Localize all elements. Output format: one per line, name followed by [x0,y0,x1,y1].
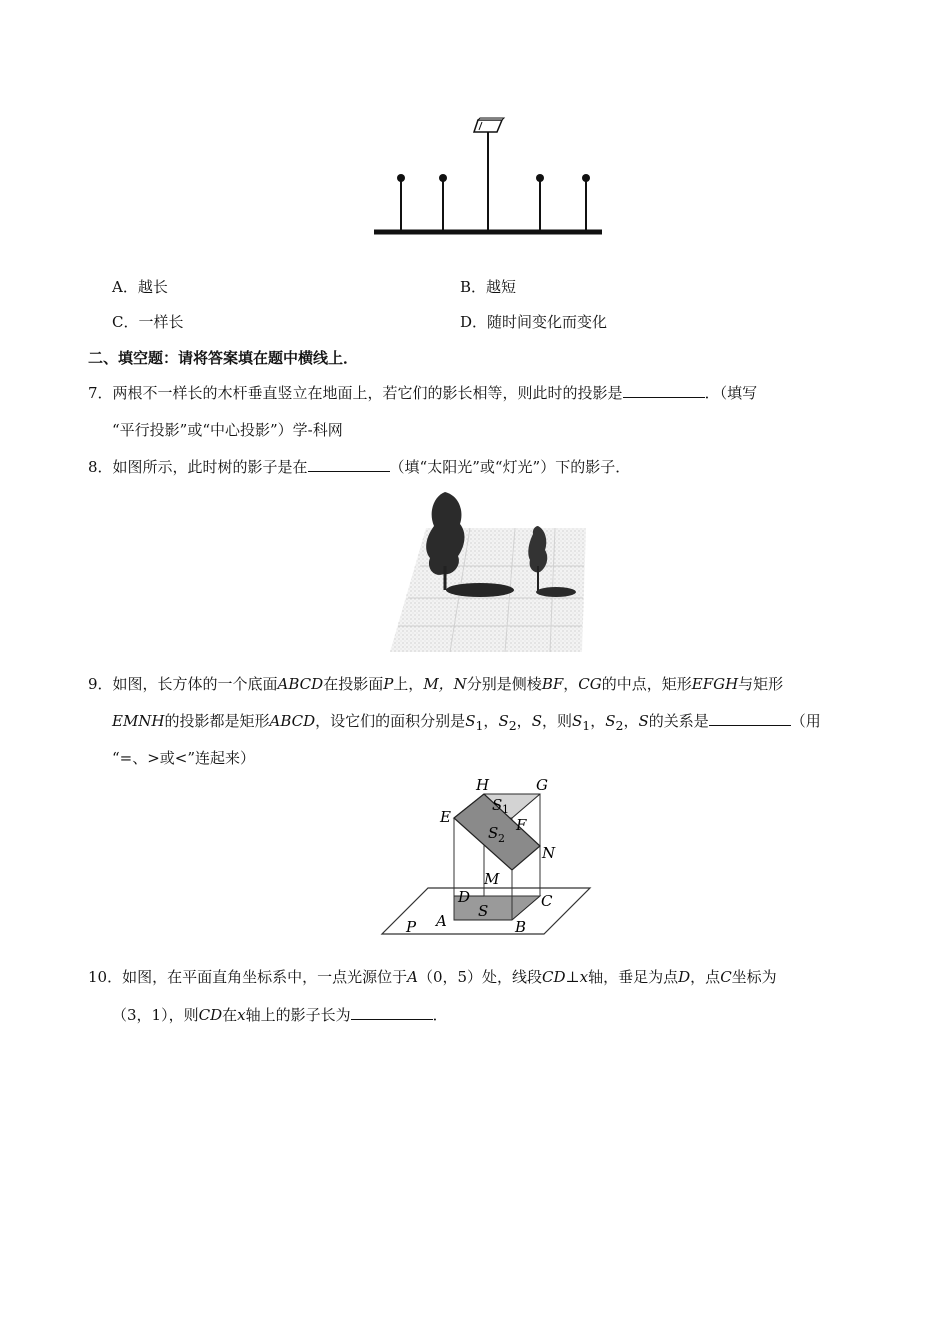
q10-text: 坐标为 [731,968,777,986]
q10-line2 [112,1004,448,1025]
q9-line1 [88,673,783,694]
q8-text: 8．如图所示，此时树的影子是在 [88,458,308,476]
label-s: S [478,902,489,920]
q10-x: x [579,968,589,986]
q9-s1-sub-b: 1 [582,718,591,733]
q9-efgh: EFGH [691,675,739,693]
label-c: C [541,892,553,910]
q10-text: 在 [222,1006,238,1024]
q7-line1 [88,382,757,403]
q9-text: 在投影面 [323,675,384,693]
q10-text: （0，5）处，线段 [417,968,543,986]
label-h: H [476,776,490,794]
q9-line3: “=、>或<”连起来） [112,749,256,767]
label-m: M [484,870,500,888]
q9-cg: CG [578,675,602,693]
q10-cd-2: CD [198,1006,223,1024]
option-b: B．越短 [460,278,517,296]
option-a: A．越长 [112,278,168,296]
q10-cd: CD [542,968,566,986]
q10-text: 轴上的影子长为 [245,1006,351,1024]
q10-text: 轴，垂足为点 [588,968,679,986]
option-c: C．一样长 [112,313,184,331]
q7-text-tail: ．（填写 [704,384,758,402]
q9-s1-sub: 1 [475,718,484,733]
q10-text: ，点 [690,968,721,986]
q10-d: D [678,968,691,986]
q7-text: 7．两根不一样长的木杆垂直竖立在地面上，若它们的影长相等，则此时的投影是 [88,384,623,402]
q9-text-tail: （用 [790,712,821,730]
q9-line2: EMNH的投影都是矩形ABCD，设它们的面积分别是$S_1$，$S_2$，S，则$S_1$，$S_2$，S的关系是 （用 [112,712,821,733]
label-s2-sub: 2 [498,832,505,845]
q7-answer-blank[interactable] [623,383,705,398]
q10-text: 10．如图，在平面直角坐标系中，一点光源位于 [88,968,408,986]
q8-answer-blank[interactable] [308,457,390,472]
q9-text: 的中点，矩形 [601,675,692,693]
q10-line1 [88,966,777,987]
q10-text-tail: ． [432,1006,448,1024]
tree-large-shadow [446,583,514,597]
label-a: A [436,912,447,930]
q9-answer-blank[interactable] [709,711,791,726]
q9-s: S [531,712,542,730]
q7-line2: “平行投影”或“中心投影”）学-科网 [112,421,343,439]
q9-s1: S [465,712,476,730]
q9-text: 的投影都是矩形 [164,712,270,730]
q9-text: 的关系是 [648,712,709,730]
label-s1-sub: 1 [502,803,509,816]
q10-a: A [407,968,418,986]
label-g: G [536,776,548,794]
q9-s2-b: S [605,712,616,730]
label-n: N [542,844,556,862]
q9-text: 9．如图，长方体的一个底面 [88,675,278,693]
cuboid-projection-figure [378,772,596,940]
q9-emnh: EMNH [112,712,165,730]
q9-abcd: ABCD [277,675,324,693]
q9-s2-sub-b: 2 [615,718,624,733]
label-p: P [406,918,417,936]
q10-x-2: x [237,1006,246,1024]
tree-small-shadow [536,587,576,597]
q10-text: （3，1），则 [112,1006,199,1024]
q9-mn: M，N [423,675,467,693]
q10-c: C [720,968,732,986]
q8-line [88,456,630,477]
q9-text: ， [563,675,579,693]
label-b: B [515,918,527,936]
q9-s2: S [498,712,509,730]
label-s1: S [492,796,503,814]
section-heading: 二、填空题：请将答案填在题中横线上． [88,349,359,367]
label-s2: S [488,824,499,842]
q10-answer-blank[interactable] [351,1005,433,1020]
q9-s-b: S [638,712,649,730]
label-f: F [516,816,527,834]
q9-s2-sub: 2 [508,718,517,733]
label-e: E [440,808,451,826]
trees-shadow-figure [390,486,586,652]
q9-text: 分别是侧棱 [466,675,542,693]
label-d: D [458,888,471,906]
q9-p: P [383,675,394,693]
q9-s1-b: S [571,712,583,730]
q9-text: 上， [393,675,424,693]
q9-text: 与矩形 [738,675,784,693]
q9-bf: BF [541,675,564,693]
q9-text: ，设它们的面积分别是 [315,712,466,730]
option-d: D．随时间变化而变化 [460,313,608,331]
q10-perp: ⊥ [565,968,580,986]
q9-abcd-2: ABCD [269,712,316,730]
lamp-poles-figure [370,110,605,240]
q9-text: ，则 [541,712,572,730]
q8-text-tail: （填“太阳光”或“灯光”）下的影子． [389,458,631,476]
